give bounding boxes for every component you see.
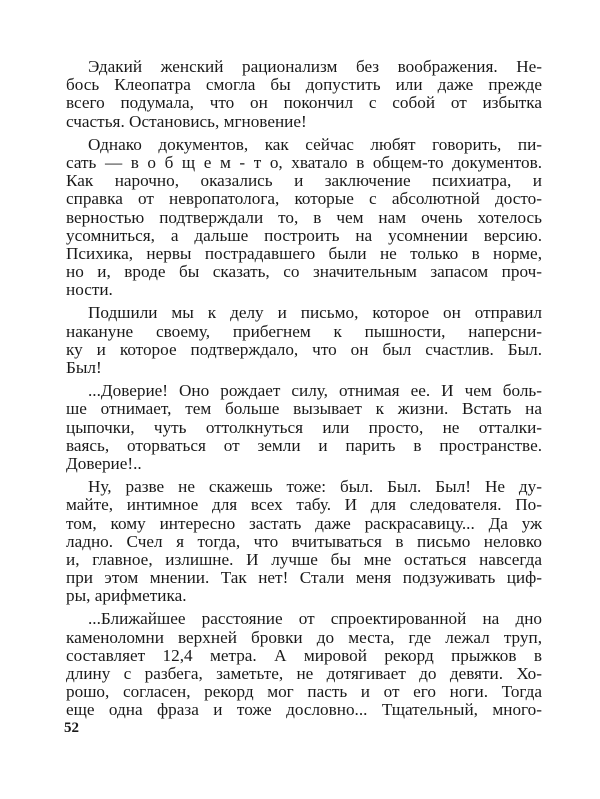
text-line: всего подумала, что он покончил с собой от избытка	[66, 93, 542, 113]
text-line: счастья. Остановись, мгновение!	[66, 111, 307, 131]
text-line: рошо, согласен, рекорд мог пасть и от его ноги. Тогда	[66, 682, 542, 702]
page-number: 52	[64, 720, 79, 736]
text-line: Однако документов, как сейчас любят говорить, пи-	[88, 134, 542, 154]
text-line: Доверие!..	[66, 453, 142, 473]
paragraph-4	[66, 382, 542, 473]
text-line: при этом мнении. Так нет! Стали меня подзуживать циф-	[66, 568, 542, 588]
text-line: и, главное, излишне. И лучше бы мне остаться навсегда	[66, 549, 542, 569]
text-line: ры, арифметика.	[66, 586, 187, 606]
text-line: ...Доверие! Оно рождает силу, отнимая ее. И чем боль-	[88, 381, 542, 401]
text-line: накануне своему, прибегнем к пышности, наперсни-	[66, 321, 542, 341]
text-line: ладно. Счел я тогда, что вчитываться в письмо неловко	[66, 531, 542, 551]
text-line: Ну, разве не скажешь тоже: был. Был. Был! Не ду-	[88, 477, 542, 497]
text-line: ше отнимает, тем больше вызывает к жизни. Встать на	[66, 399, 542, 419]
text-line: Был!	[66, 358, 102, 377]
text-line: усомниться, а дальше построить на усомнении версию.	[66, 225, 542, 245]
paragraph-6	[66, 610, 542, 719]
text-line: цыпочки, чуть оттолкнуться или просто, не отталки-	[66, 417, 542, 437]
text-line: ваясь, оторваться от земли и парить в пространстве.	[66, 435, 542, 455]
text-line: справка от невропатолога, которые с абсолютной досто-	[66, 189, 542, 209]
text-line: Психика, нервы пострадавшего были не только в норме,	[66, 243, 542, 263]
text-line: еще одна фраза и тоже дословно... Тщательный, много-	[66, 700, 542, 720]
text-line: Как нарочно, оказались и заключение психиатра, и	[66, 171, 542, 191]
text-line: ку и которое подтверждало, что он был счастлив. Был.	[66, 339, 542, 359]
text-line: верностью подтверждали то, в чем нам очень хотелось	[66, 207, 542, 227]
text-line: ...Ближайшее расстояние от спроектированной на дно	[88, 609, 542, 629]
text-line: ности.	[66, 280, 113, 300]
paragraph-5	[66, 478, 542, 605]
paragraph-1	[66, 58, 542, 131]
text-line: Подшили мы к делу и письмо, которое он отправил	[88, 303, 542, 323]
paragraph-3	[66, 304, 542, 377]
paragraph-2	[66, 136, 542, 300]
text-line: сать — в о б щ е м - т о, хватало в общем-то документов.	[66, 152, 542, 172]
text-line: майте, интимное для всех табу. И для следователя. По-	[66, 495, 542, 515]
page-body	[66, 58, 542, 725]
text-line: Эдакий женский рационализм без воображения. Не-	[88, 57, 542, 76]
text-line: каменоломни верхней бровки до места, где лежал труп,	[66, 627, 542, 647]
text-line: составляет 12,4 метра. А мировой рекорд прыжков в	[66, 645, 542, 665]
text-line: но и, вроде бы сказать, со значительным запасом проч-	[66, 262, 542, 282]
text-line: бось Клеопатра смогла бы допустить или даже прежде	[66, 75, 542, 95]
text-line: длину с разбега, заметьте, не дотягивает до девяти. Хо-	[66, 664, 542, 683]
text-line: том, кому интересно застать даже раскрасавицу... Да уж	[66, 513, 542, 533]
